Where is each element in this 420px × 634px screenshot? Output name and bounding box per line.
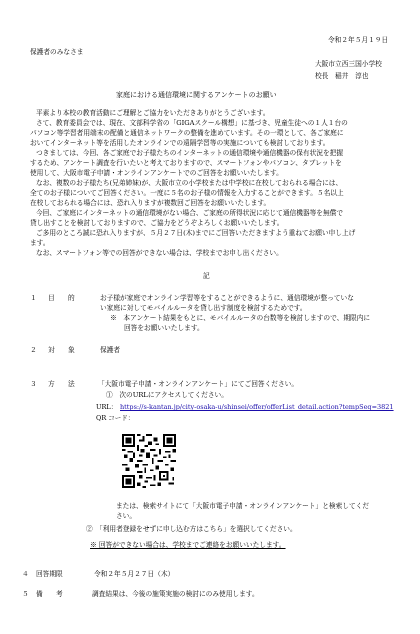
search-alternative-text: または、検索サイトにて「大阪市電子申請・オンラインアンケート」と検索してくだ — [116, 502, 370, 510]
section-3-label: 方 法 — [48, 380, 75, 388]
section-2-number: ２ — [30, 346, 37, 354]
section-1-text: い家庭に対してモバイルルータを貸し出す制度を検討するためです。 — [100, 304, 307, 312]
ki-heading: 記 — [203, 272, 210, 280]
body-line: 今回、ご家庭にインターネットの通信環境がない場合、ご家庭の所得状況に応じて通信機器等を無償で — [36, 209, 344, 217]
sender-organization: 大阪市立西三国小学校 — [315, 60, 382, 68]
body-line: 全てのお子様についてご回答ください。一度に５名のお子様の情報を入力することができます。５名以上 — [30, 189, 344, 197]
body-line: 平素より本校の教育活動にご理解とご協力をいただきありがとうございます。 — [36, 109, 270, 117]
qr-code-icon — [122, 434, 176, 488]
search-alternative-text: さい。 — [116, 512, 137, 520]
body-line: するため、アンケート調査を行いたいと考えておりますので、スマートフォンやパソコン、タブレットを — [30, 159, 342, 167]
section-1-note: ※ 本アンケート結果をもとに、モバイルルータの台数等を検討しますので、期限内に — [110, 314, 371, 322]
remarks-text: 調査結果は、今後の施策実施の検討にのみ使用します。 — [92, 590, 259, 598]
body-line: さて、教育委員会では、現在、文部科学省の「GIGAスクール構想」に基づき、児童生徒への１人１台の — [36, 119, 348, 127]
section-2-label: 対 象 — [48, 346, 75, 354]
sender-name: 校長 稲井 淳也 — [315, 72, 369, 80]
body-line: ます。 — [30, 239, 50, 247]
body-line: 使用して、大阪市電子申請・オンラインアンケートでのご回答をお願いいたします。 — [30, 169, 283, 177]
section-5-number: ５ — [22, 590, 29, 598]
document-title: 家庭における通信環境に関するアンケートのお願い — [116, 91, 277, 99]
body-line: パソコン等学習者用端末の配備と通信ネットワークの整備を進めています。その一環として、各ご家庭に — [30, 129, 344, 137]
body-line: 在校しておられる場合には、恐れ入りますが複数回ご回答をお願いいたします。 — [30, 199, 271, 207]
section-2-text: 保護者 — [100, 346, 121, 354]
body-line: なお、複数のお子様たち(兄弟姉妹)が、大阪市立の小学校または中学校に在校しておられる場合には、 — [36, 179, 343, 187]
addressee: 保護者のみなさま — [30, 48, 84, 56]
section-3-note: ※ 回答ができない場合は、学校までご連絡をお願いいたします。 — [90, 541, 286, 549]
step-2-text: ② 「利用者登録をせずに申し込む方はこちら」を選択してください。 — [86, 525, 297, 533]
section-3-method: 「大阪市電子申請・オンラインアンケート」にてご回答ください。 — [98, 380, 299, 388]
body-line: 貸し出すことを検討しておりますので、ご協力をどうぞよろしくお願いいたします。 — [30, 219, 284, 227]
section-1-number: １ — [30, 294, 37, 302]
document-date: 令和２年５月１９日 — [328, 36, 389, 44]
section-4-label: 回答期限 — [36, 570, 63, 578]
step-1-text: ① 次のURLにアクセスしてください。 — [106, 391, 228, 399]
section-5-label: 備 考 — [36, 590, 63, 598]
url-label: URL： — [96, 403, 118, 411]
body-line: つきましては、今回、各ご家庭でお子様たちのインターネットの通信環境や通信機器の保有状況を把握 — [36, 149, 344, 157]
body-line: おいてインターネット等を活用したオンラインでの遠隔学習等の実施についても検討しております。 — [30, 139, 330, 147]
section-1-text: お子様が家庭でオンライン学習等をすることができるように、通信環境が整っていな — [100, 294, 354, 302]
section-1-note: 回答をお願いいたします。 — [124, 324, 204, 332]
qr-label: QR コード： — [96, 414, 135, 422]
deadline-text: 令和２年５月２７日（木） — [94, 570, 175, 578]
section-1-label: 目 的 — [48, 294, 75, 302]
body-line: なお、スマートフォン等での回答ができない場合は、学校までお申し出ください。 — [36, 249, 283, 257]
section-4-number: ４ — [22, 570, 29, 578]
survey-url-link[interactable]: https://s-kantan.jp/city-osaka-u/shinsei/offer/offerList_detail.action?tempSeq=3821 — [120, 403, 394, 411]
section-3-number: ３ — [30, 380, 37, 388]
body-line: ご多用のところ誠に恐れ入りますが、５月２７日(木)までにご回答いただきますよう重ねてお願い申し上げ — [36, 229, 356, 237]
